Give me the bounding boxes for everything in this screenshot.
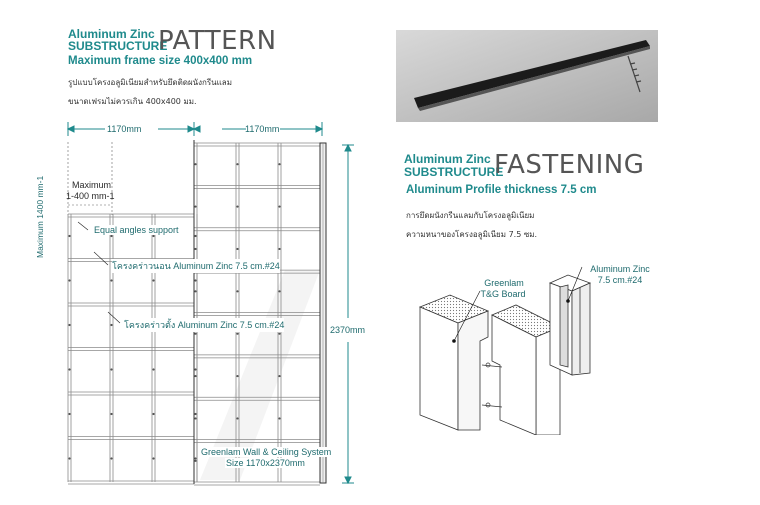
screw-point — [110, 235, 112, 237]
tg-board-left — [420, 295, 488, 430]
screw-point — [194, 375, 196, 377]
screw-point — [236, 375, 238, 377]
screw-point — [110, 413, 112, 415]
screw-point — [110, 279, 112, 281]
screw-point — [194, 368, 196, 370]
label-tg-board: T&G Board — [480, 289, 526, 299]
screw-point — [68, 413, 70, 415]
max-horizontal-label-1: Maximum — [72, 180, 112, 190]
pattern-title-big: PATTERN — [158, 26, 277, 56]
max-horizontal-label-2: 1-400 mm-1 — [66, 191, 115, 201]
screw-point — [194, 205, 196, 207]
screw-point — [110, 324, 112, 326]
screw-point — [152, 279, 154, 281]
screw-point — [278, 333, 280, 335]
label-profile-size: 7.5 cm.#24 — [597, 275, 643, 285]
fastening-thai-line2: ความหนาของโครงอลูมิเนียม 7.5 ซม. — [406, 230, 538, 239]
screw-point — [152, 457, 154, 459]
screw-point — [110, 457, 112, 459]
screw-point — [278, 375, 280, 377]
screw-point — [236, 205, 238, 207]
screw-point — [278, 205, 280, 207]
screw-point — [236, 333, 238, 335]
screw-point — [236, 290, 238, 292]
callout-vertical-profile: โครงคร่าวตั้ง Aluminum Zinc 7.5 cm.#24 — [124, 320, 285, 330]
pattern-title-line2: SUBSTRUCTURE — [68, 39, 168, 53]
callout-equal-angles: Equal angles support — [94, 225, 179, 235]
height-label: 2370mm — [330, 325, 366, 335]
screw-point — [194, 457, 196, 459]
fastening-screws — [482, 363, 502, 407]
pattern-subtitle: Maximum frame size 400x400 mm — [68, 55, 253, 67]
screw-point — [194, 163, 196, 165]
screw-point — [194, 417, 196, 419]
screw-point — [278, 290, 280, 292]
screw-point — [152, 235, 154, 237]
fastening-title-big: FASTENING — [494, 150, 645, 180]
screw-point — [110, 368, 112, 370]
max-vertical-label: Maximum 1400 mm-1 — [35, 175, 45, 258]
pattern-thai-line2: ขนาดเฟรมไม่ควรเกิน 400x400 มม. — [68, 97, 197, 106]
screw-point — [68, 279, 70, 281]
pattern-title-line1: Aluminum Zinc — [68, 27, 155, 41]
screw-point — [68, 235, 70, 237]
label-aluminum-zinc: Aluminum Zinc — [590, 264, 650, 274]
vertical-support-profile — [320, 143, 326, 483]
screw-point — [236, 163, 238, 165]
fastening-title-line1: Aluminum Zinc — [404, 152, 491, 166]
fastening-photo — [396, 30, 658, 122]
panel-label-line2: Size 1170x2370mm — [226, 458, 305, 468]
screw-point — [278, 248, 280, 250]
screw-point — [194, 333, 196, 335]
fastening-title-line2: SUBSTRUCTURE — [404, 165, 504, 179]
screw-point — [68, 457, 70, 459]
screw-point — [236, 248, 238, 250]
screw-point — [152, 368, 154, 370]
screw-point — [278, 417, 280, 419]
pattern-thai-line1: รูปแบบโครงอลูมิเนียมสำหรับยึดติดผนังกรีนแลม — [68, 78, 232, 87]
screw-point — [194, 248, 196, 250]
screw-point — [194, 279, 196, 281]
aluminum-profile — [550, 275, 590, 375]
screw-point — [194, 460, 196, 462]
panel-label-line1: Greenlam Wall & Ceiling System — [201, 447, 332, 457]
screw-point — [68, 324, 70, 326]
screw-point — [194, 413, 196, 415]
screw-point — [152, 413, 154, 415]
width-label-right: 1170mm — [245, 124, 280, 134]
max-guides — [68, 142, 112, 215]
fastening-thai-line1: การยึดผนังกรีนแลมกับโครงอลูมิเนียม — [406, 211, 535, 220]
label-greenlam: Greenlam — [484, 278, 524, 288]
screw-point — [68, 368, 70, 370]
screw-point — [194, 290, 196, 292]
width-label-left: 1170mm — [107, 124, 142, 134]
screw-point — [194, 235, 196, 237]
fastening-subtitle: Aluminum Profile thickness 7.5 cm — [406, 184, 597, 196]
screw-point — [236, 417, 238, 419]
height-dimension — [342, 145, 354, 483]
screw-point — [278, 163, 280, 165]
callout-horizontal-profile: โครงคร่าวนอน Aluminum Zinc 7.5 cm.#24 — [112, 261, 280, 271]
